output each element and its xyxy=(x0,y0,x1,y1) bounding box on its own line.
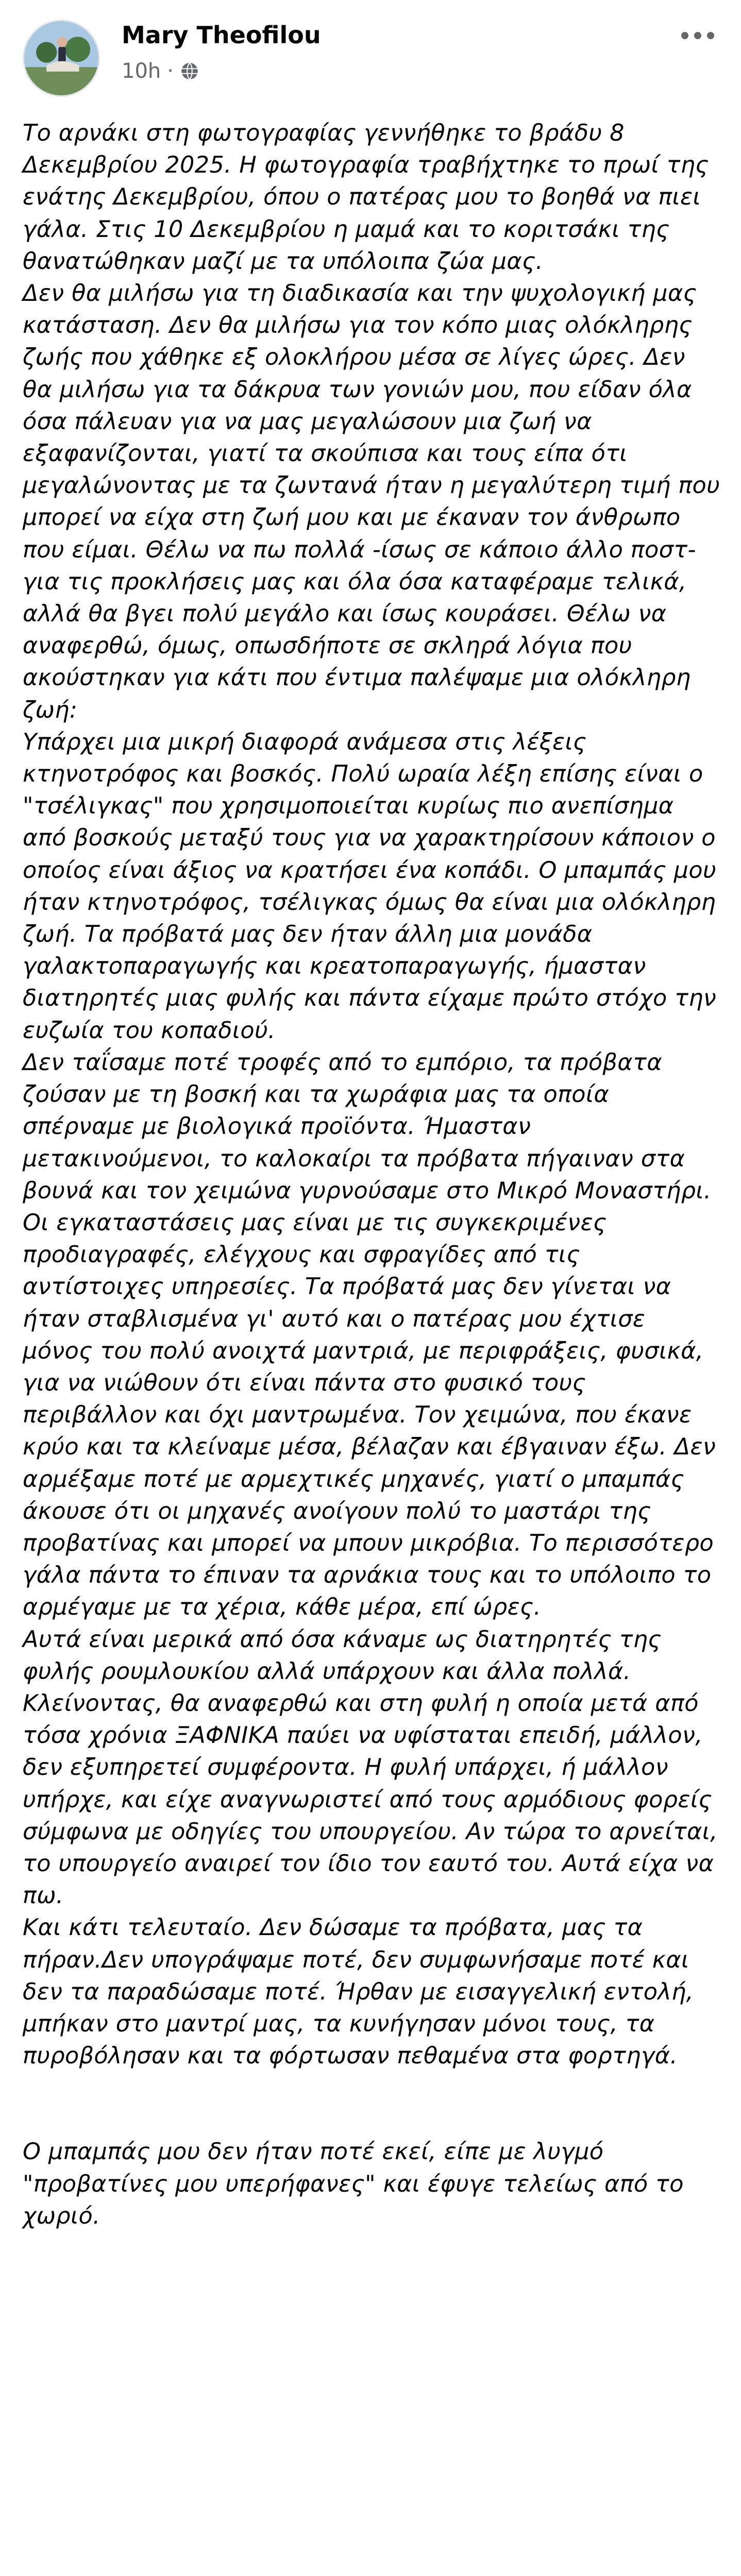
globe-icon[interactable] xyxy=(180,61,199,81)
post-paragraph: Ο μπαμπάς μου δεν ήταν ποτέ εκεί, είπε με λυγμό "προβατίνες μου υπερήφανες" και έφυγε τελείως από το χωριό. xyxy=(23,2139,684,2229)
more-options-button[interactable] xyxy=(673,18,722,54)
post-body xyxy=(23,117,720,2232)
post-paragraph: Υπάρχει μια μικρή διαφορά ανάμεσα στις λέξεις κτηνοτρόφος και βοσκός. Πολύ ωραία λέξη επίσης είναι ο "τσέλιγκας" που χρησιμοποιείται κυρίως πιο ανεπίσημα από βοσκούς μεταξύ τους για να χαρακτηρίσουν κάποιον ο οποίος είναι άξιος να κρατήσει ένα κοπάδι. Ο μπαμπάς μου ήταν κτηνοτρόφος, τσέλιγκας όμως θα είναι μια ολόκληρη ζωή. Τα πρόβατά μας δεν ήταν άλλη μια μονάδα γαλακτοπαραγωγής και κρεατοπαραγωγής, ήμασταν διατηρητές μιας φυλής και πάντα είχαμε πρώτο στόχο την ευζωία του κοπαδιού. xyxy=(23,728,717,1044)
post-paragraph: Και κάτι τελευταίο. Δεν δώσαμε τα πρόβατα, μας τα πήραν.Δεν υπογράψαμε ποτέ, δεν συμφωνήσαμε ποτέ και δεν τα παραδώσαμε ποτέ. Ήρθαν με εισαγγελική εντολή, μπήκαν στο μαντρί μας, τα κυνήγησαν μόνοι τους, τα πυροβόλησαν και τα φόρτωσαν πεθαμένα στα φορτηγά. xyxy=(23,1914,694,2070)
post-paragraph: Αυτά είναι μερικά από όσα κάναμε ως διατηρητές της φυλής ρουμλουκίου αλλά υπάρχουν και άλλα πολλά. Κλείνοντας, θα αναφερθώ και στη φυλή η οποία μετά από τόσα χρόνια ΞΑΦΝΙΚΑ παύει να υφίσταται επειδή, μάλλον, δεν εξυπηρετεί συμφέροντα. Η φυλή υπάρχει, ή μάλλον υπήρχε, και είχε αναγνωριστεί από τους αρμόδιους φορείς σύμφωνα με οδηγίες του υπουργείου. Αν τώρα το αρνείται, το υπουργείο αναιρεί τον ίδιο τον εαυτό του. Αυτά είχα να πω. xyxy=(23,1626,718,1909)
post-paragraph: Το αρνάκι στη φωτογραφίας γεννήθηκε το βράδυ 8 Δεκεμβρίου 2025. Η φωτογραφία τραβήχτηκε το πρωί της ενάτης Δεκεμβρίου, όπου ο πατέρας μου το βοηθά να πιει γάλα. Στις 10 Δεκεμβρίου η μαμά και το κοριτσάκι της θανατώθηκαν μαζί με τα υπόλοιπα ζώα μας. xyxy=(23,120,709,275)
post-paragraph: Δεν θα μιλήσω για τη διαδικασία και την ψυχολογική μας κατάσταση. Δεν θα μιλήσω για τον κόπο μιας ολόκληρης ζωής που χάθηκε εξ ολοκλήρου μέσα σε λίγες ώρες. Δεν θα μιλήσω για τα δάκρυα των γονιών μου, που είδαν όλα όσα πάλευαν για να μας μεγαλώσουν μια ζωή να εξαφανίζονται, γιατί τα σκούπισα και τους είπα ότι μεγαλώνοντας με τα ζωντανά ήταν η μεγαλύτερη τιμή που μπορεί να είχα στη ζωή μου και με έκαναν τον άνθρωπο που είμαι. Θέλω να πω πολλά -ίσως σε κάποιο άλλο ποστ- για τις προκλήσεις μας και όλα όσα καταφέραμε τελικά, αλλά θα βγει πολύ μεγάλο και ίσως κουράσει. Θέλω να αναφερθώ, όμως, οπωσδήποτε σε σκληρά λόγια που ακούστηκαν για κάτι που έντιμα παλέψαμε μια ολόκληρη ζωή: xyxy=(23,280,720,723)
post-header xyxy=(0,0,741,103)
paragraph-gap xyxy=(23,2072,720,2136)
post-timestamp[interactable]: 10h xyxy=(122,59,161,83)
meta-separator: · xyxy=(167,59,174,83)
author-avatar[interactable] xyxy=(23,20,100,97)
more-dots-icon xyxy=(680,30,716,41)
avatar-photo xyxy=(24,21,98,95)
post-meta xyxy=(122,58,199,84)
author-name[interactable]: Mary Theofilou xyxy=(122,21,321,49)
post-paragraph: Δεν ταΐσαμε ποτέ τροφές από το εμπόριο, τα πρόβατα ζούσαν με τη βοσκή και τα χωράφια μας τα οποία σπέρναμε με βιολογικά προϊόντα. Ήμασταν μετακινούμενοι, το καλοκαίρι τα πρόβατα πήγαιναν στα βουνά και τον χειμώνα γυρνούσαμε στο Μικρό Μοναστήρι. Οι εγκαταστάσεις μας είναι με τις συγκεκριμένες προδιαγραφές, ελέγχους και σφραγίδες από τις αντίστοιχες υπηρεσίες. Τα πρόβατά μας δεν γίνεται να ήταν σταβλισμένα γι' αυτό και ο πατέρας μου έχτισε μόνος του πολύ ανοιχτά μαντριά, με περιφράξεις, φυσικά, για να νιώθουν ότι είναι πάντα στο φυσικό τους περιβάλλον και όχι μαντρωμένα. Τον χειμώνα, που έκανε κρύο και τα κλείναμε μέσα, βέλαζαν και έβγαιναν έξω. Δεν αρμέξαμε ποτέ με αρμεχτικές μηχανές, γιατί ο μπαμπάς άκουσε ότι οι μηχανές ανοίγουν πολύ το μαστάρι της προβατίνας και μπορεί να μπουν μικρόβια. Το περισσότερο γάλα πάντα το έπιναν τα αρνάκια τους και το υπόλοιπο το αρμέγαμε με τα χέρια, κάθε μέρα, επί ώρες. xyxy=(23,1049,716,1621)
